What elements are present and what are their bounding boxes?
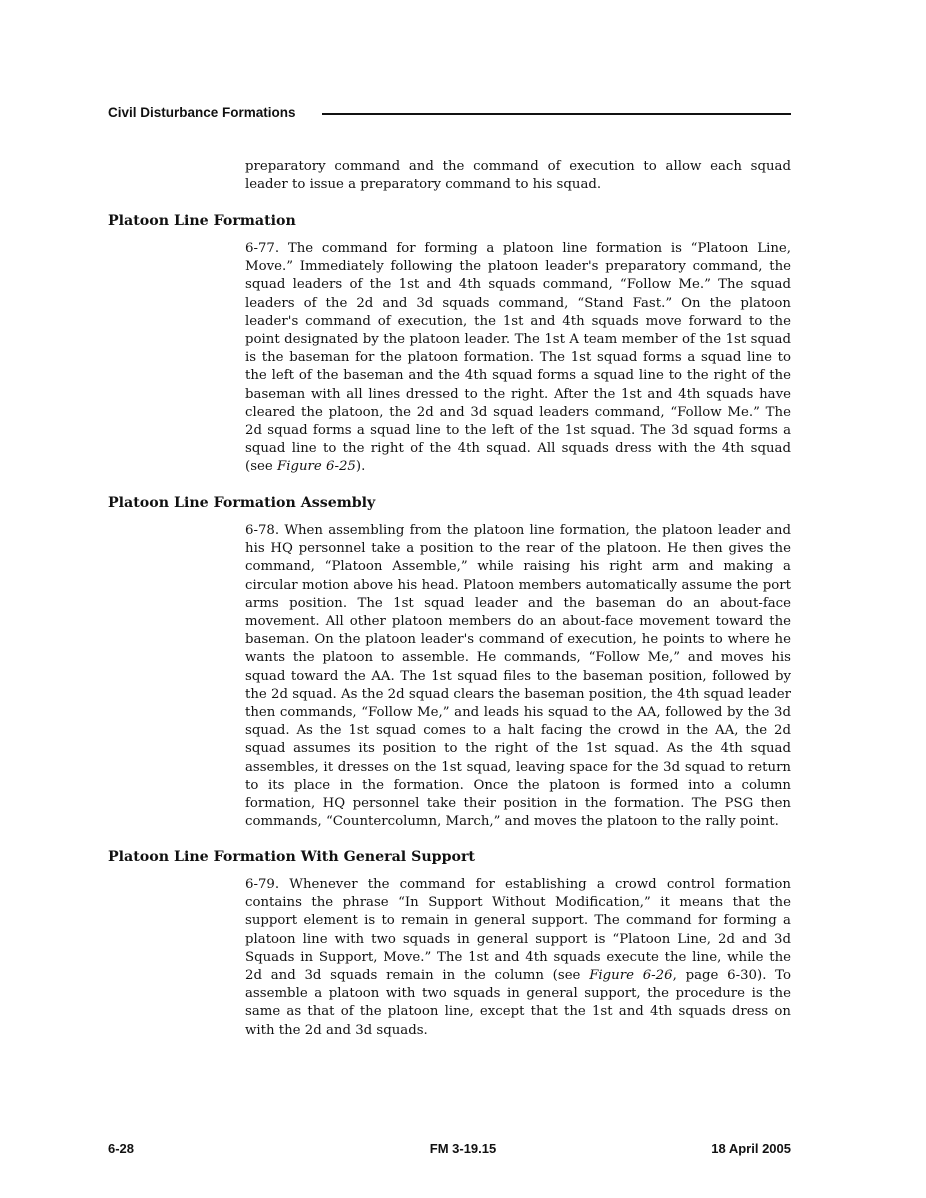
paragraph-text: 6-79. Whenever the command for establishing a crowd control formation contains the phrase “In Support Without Modification,” it means that the support element is to remain in general support. The command for forming a platoon line with two squads in general support is “Platoon Line, 2d and 3d Squads in Support, Move.” The 1st and 4th squads execute the line, while the 2d and 3d squads remain in the column (see bbox=[245, 877, 791, 984]
footer-date: 18 April 2005 bbox=[711, 1141, 791, 1156]
paragraph-6-78: 6-78. When assembling from the platoon line formation, the platoon leader and his HQ personnel take a position to the rear of the platoon. He then gives the command, “Platoon Assemble,” while raising his right arm and making a circular motion above his head. Platoon members automatically assume the port arms position. The 1st squad leader and the baseman do an about-face movement. All other platoon members do an about-face movement toward the baseman. On the platoon leader's command of execution, he points to where he wants the platoon to assemble. He commands, “Follow Me,” and moves his squad toward the AA. The 1st squad files to the baseman position, followed by the 2d squad. As the 2d squad clears the baseman position, the 4th squad leader then commands, “Follow Me,” and leads his squad to the AA, followed by the 3d squad. As the 1st squad comes to a halt facing the crowd in the AA, the 2d squad assumes its position to the right of the 1st squad. As the 4th squad assembles, it dresses on the 1st squad, leaving space for the 3d squad to return to its place in the formation. Once the platoon is formed into a column formation, HQ personnel take their position in the formation. The PSG then commands, “Countercolumn, March,” and moves the platoon to the rally point. bbox=[245, 523, 791, 830]
paragraph-6-77 bbox=[245, 240, 791, 477]
footer-page-number: 6-28 bbox=[108, 1141, 135, 1156]
running-header-title: Civil Disturbance Formations bbox=[108, 105, 296, 120]
figure-reference: Figure 6-26 bbox=[589, 968, 673, 984]
paragraph-text-end: , page 6-30). To assemble a platoon with two squads in general support, the procedure is the same as that of the platoon line, except that the 1st and 4th squads dress on with the 2d and 3d squads. bbox=[245, 968, 792, 1038]
continuation-paragraph: preparatory command and the command of execution to allow each squad leader to issue a preparatory command to his squad. bbox=[245, 159, 791, 193]
section-heading-platoon-line: Platoon Line Formation bbox=[108, 213, 296, 229]
section-heading-general-support: Platoon Line Formation With General Support bbox=[108, 849, 475, 865]
section-heading-assembly: Platoon Line Formation Assembly bbox=[108, 495, 376, 511]
paragraph-text-end: ). bbox=[355, 459, 366, 475]
paragraph-text: 6-77. The command for forming a platoon line formation is “Platoon Line, Move.” Immediately following the platoon leader's preparatory command, the squad leaders of the 1st and 4th squads command, “Follow Me.” The squad leaders of the 2d and 3d squads command, “Stand Fast.” On the platoon leader's command of execution, the 1st and 4th squads move forward to the point designated by the platoon leader. The 1st A team member of the 1st squad is the baseman for the platoon formation. The 1st squad forms a squad line to the left of the baseman and the 4th squad forms a squad line to the right of the baseman with all lines dressed to the right. After the 1st and 4th squads have cleared the platoon, the 2d and 3d squad leaders command, “Follow Me.” The 2d squad forms a squad line to the left of the 1st squad. The 3d squad forms a squad line to the right of the 4th squad. All squads dress with the 4th squad (see bbox=[245, 241, 791, 475]
paragraph-6-79 bbox=[245, 876, 791, 1040]
figure-reference: Figure 6-25 bbox=[276, 459, 356, 475]
footer-manual-number: FM 3-19.15 bbox=[429, 1141, 497, 1156]
header-rule bbox=[322, 113, 791, 115]
